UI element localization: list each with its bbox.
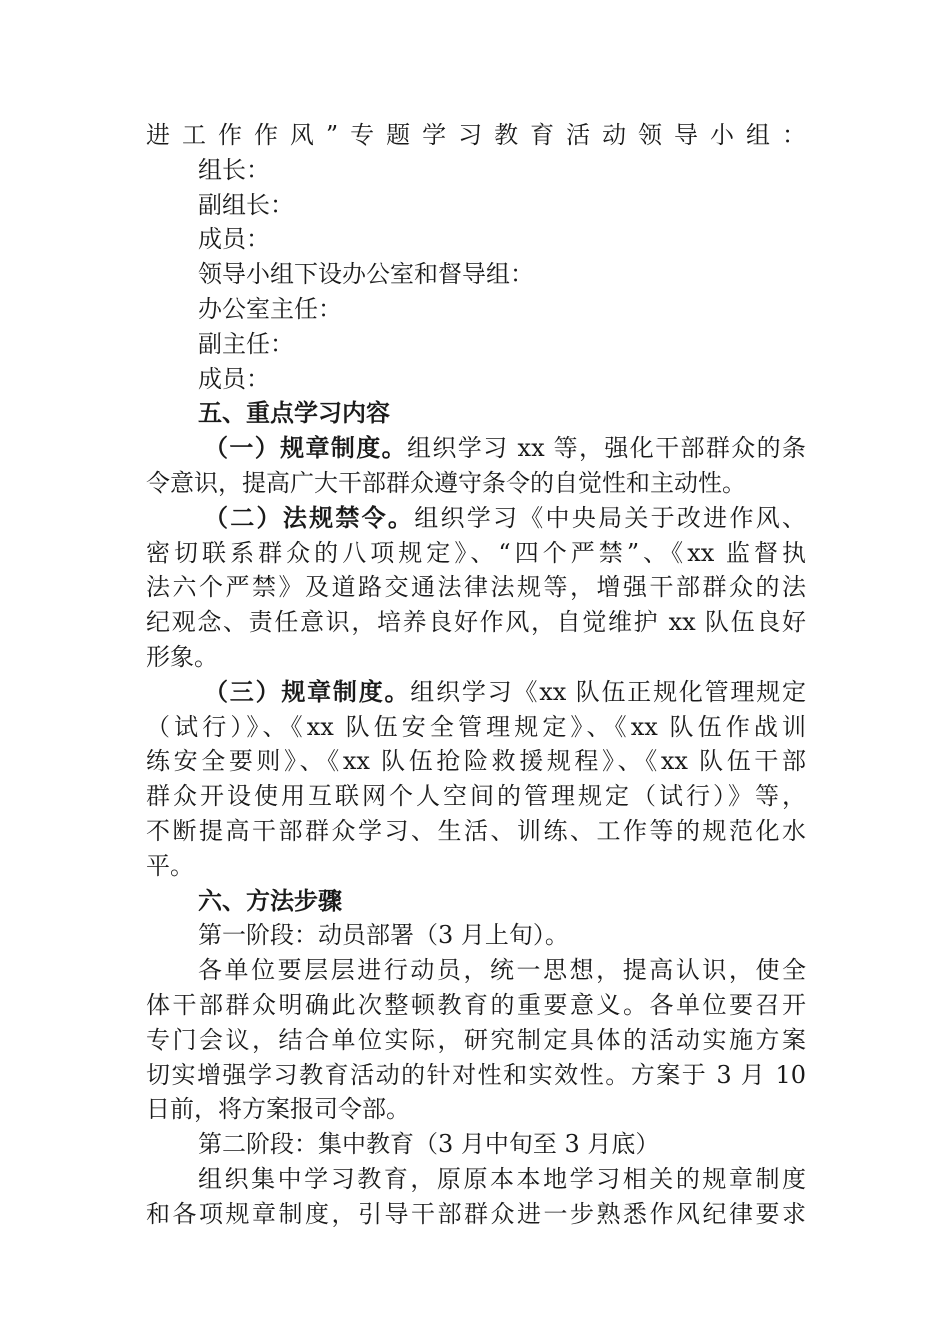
text-line: 形象。 bbox=[146, 642, 218, 671]
text-line: 第二阶段：集中教育（3 月中旬至 3 月底） bbox=[198, 1130, 660, 1159]
document-page bbox=[146, 118, 806, 1232]
text-line: 副主任： bbox=[198, 329, 294, 358]
text-line: 切实增强学习教育活动的针对性和实效性。方案于 3 月 10 bbox=[146, 1060, 806, 1089]
text-line: 体干部群众明确此次整顿教育的重要意义。各单位要召开 bbox=[146, 990, 806, 1019]
text-line bbox=[146, 501, 806, 536]
text-line bbox=[146, 431, 806, 466]
text-line: 日前，将方案报司令部。 bbox=[146, 1095, 410, 1124]
paragraph-text: 组织学习《xx 队伍正规化管理规定 bbox=[410, 677, 806, 706]
text-line: 进工作作风”专题学习教育活动领导小组： bbox=[146, 121, 806, 149]
text-line: 纪观念、责任意识，培养良好作风，自觉维护 xx 队伍良好 bbox=[146, 608, 806, 637]
section-heading: 六、方法步骤 bbox=[198, 886, 342, 915]
paragraph-lead: （二）法规禁令。 bbox=[204, 503, 415, 532]
text-line: （试行）》、《xx 队伍安全管理规定》、《xx 队伍作战训 bbox=[146, 712, 806, 741]
paragraph-lead: （三）规章制度。 bbox=[204, 677, 411, 706]
text-line: 成员： bbox=[198, 225, 270, 254]
paragraph-text: 组织学习 xx 等，强化干部群众的条 bbox=[407, 434, 806, 463]
text-line: 办公室主任： bbox=[198, 294, 342, 323]
text-line: 令意识，提高广大干部群众遵守条令的自觉性和主动性。 bbox=[146, 468, 746, 497]
text-line: 组织集中学习教育，原原本本地学习相关的规章制度 bbox=[198, 1164, 806, 1193]
paragraph-text: 组织学习《中央局关于改进作风、 bbox=[414, 503, 806, 532]
text-line bbox=[146, 675, 806, 710]
text-line: 密切联系群众的八项规定》、“四个严禁”、《xx 监督执 bbox=[146, 538, 806, 567]
text-line: 练安全要则》、《xx 队伍抢险救援规程》、《xx 队伍干部 bbox=[146, 747, 806, 776]
text-line: 专门会议，结合单位实际，研究制定具体的活动实施方案 bbox=[146, 1025, 806, 1054]
text-line: 成员： bbox=[198, 364, 270, 393]
text-line: 法六个严禁》及道路交通法律法规等，增强干部群众的法 bbox=[146, 573, 806, 602]
text-line: 不断提高干部群众学习、生活、训练、工作等的规范化水 bbox=[146, 816, 806, 845]
text-line: 第一阶段：动员部署（3 月上旬）。 bbox=[198, 921, 569, 950]
text-line: 组长： bbox=[198, 155, 270, 184]
text-line: 副组长： bbox=[198, 190, 294, 219]
text-line: 平。 bbox=[146, 851, 194, 880]
text-line: 群众开设使用互联网个人空间的管理规定（试行）》等， bbox=[146, 782, 806, 811]
text-line: 各单位要层层进行动员，统一思想，提高认识，使全 bbox=[198, 956, 806, 985]
section-heading: 五、重点学习内容 bbox=[198, 399, 390, 428]
paragraph-lead: （一）规章制度。 bbox=[204, 434, 408, 463]
text-line: 领导小组下设办公室和督导组： bbox=[198, 260, 534, 289]
text-line: 和各项规章制度，引导干部群众进一步熟悉作风纪律要求 bbox=[146, 1199, 806, 1228]
